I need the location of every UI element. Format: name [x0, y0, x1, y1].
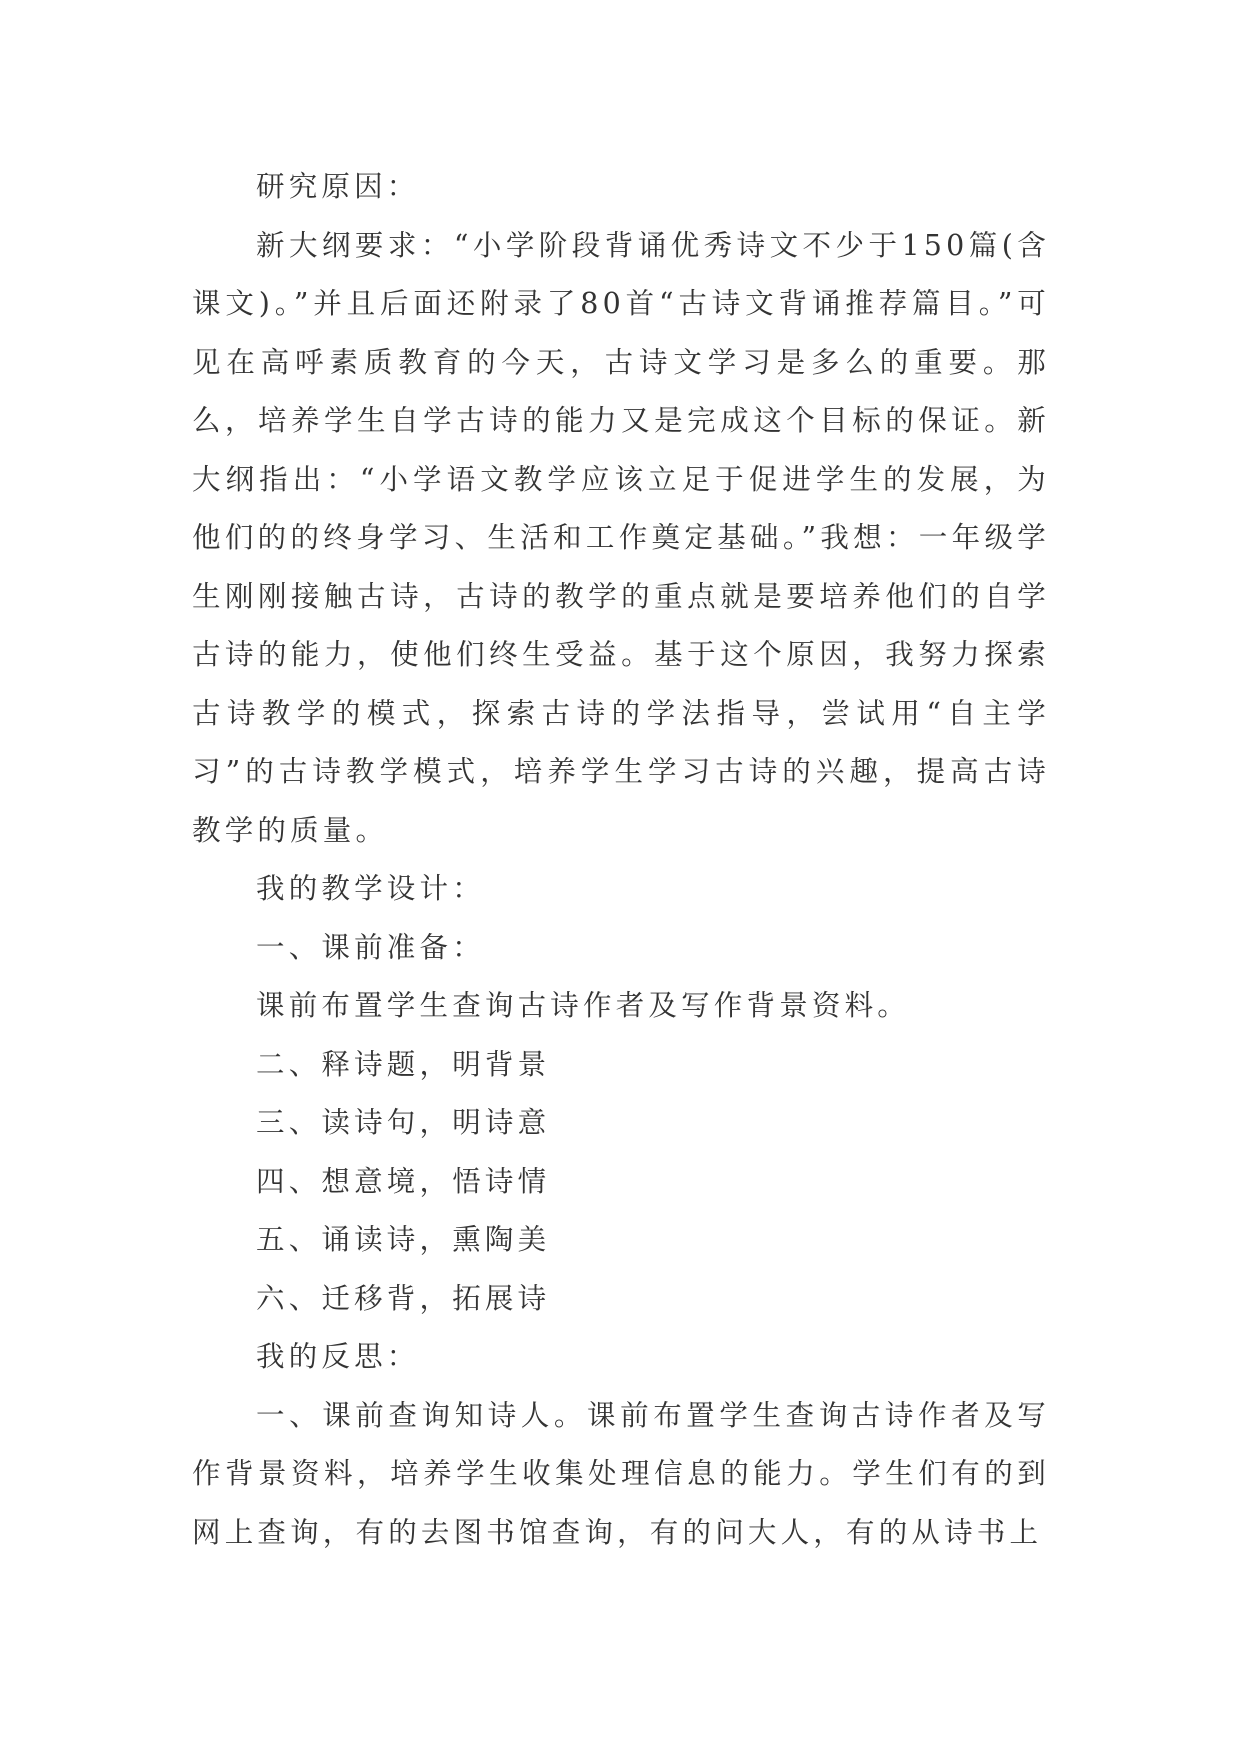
document-body — [192, 158, 1050, 1562]
section-heading-5: 五、诵读诗，熏陶美 — [256, 1223, 551, 1256]
section-heading-6: 六、迁移背，拓展诗 — [256, 1281, 551, 1315]
heading-research-reason: 研究原因： — [256, 170, 420, 203]
section-heading-4: 四、想意境，悟诗情 — [256, 1164, 551, 1198]
heading-teaching-design: 我的教学设计： — [256, 872, 485, 905]
heading-reflection: 我的反思： — [256, 1340, 420, 1373]
paragraph-reflection-1: 一、课前查询知诗人。课前布置学生查询古诗作者及写作背景资料，培养学生收集处理信息的能力。学生们有的到网上查询，有的去图书馆查询，有的问大人，有的从诗书上 — [192, 1398, 1050, 1549]
section-heading-3: 三、读诗句，明诗意 — [256, 1106, 551, 1139]
section-heading-2: 二、释诗题，明背景 — [256, 1047, 551, 1081]
paragraph-research-reason: 新大纲要求：“小学阶段背诵优秀诗文不少于150篇(含课文)。”并且后面还附录了80首“古诗文背诵推荐篇目。”可见在高呼素质教育的今天，古诗文学习是多么的重要。那么，培养学生自学古诗的能力又是完成这个目标的保证。新大纲指出：“小学语文教学应该立足于促进学生的发展，为他们的的终身学习、生活和工作奠定基础。”我想：一年级学生刚刚接触古诗，古诗的教学的重点就是要培养他们的自学古诗的能力，使他们终生受益。基于这个原因，我努力探索古诗教学的模式，探索古诗的学法指导，尝试用“自主学习”的古诗教学模式，培养学生学习古诗的兴趣，提高古诗教学的质量。 — [192, 228, 1050, 847]
section-heading-1: 一、课前准备： — [256, 930, 485, 964]
paragraph-prep: 课前布置学生查询古诗作者及写作背景资料。 — [256, 989, 911, 1022]
